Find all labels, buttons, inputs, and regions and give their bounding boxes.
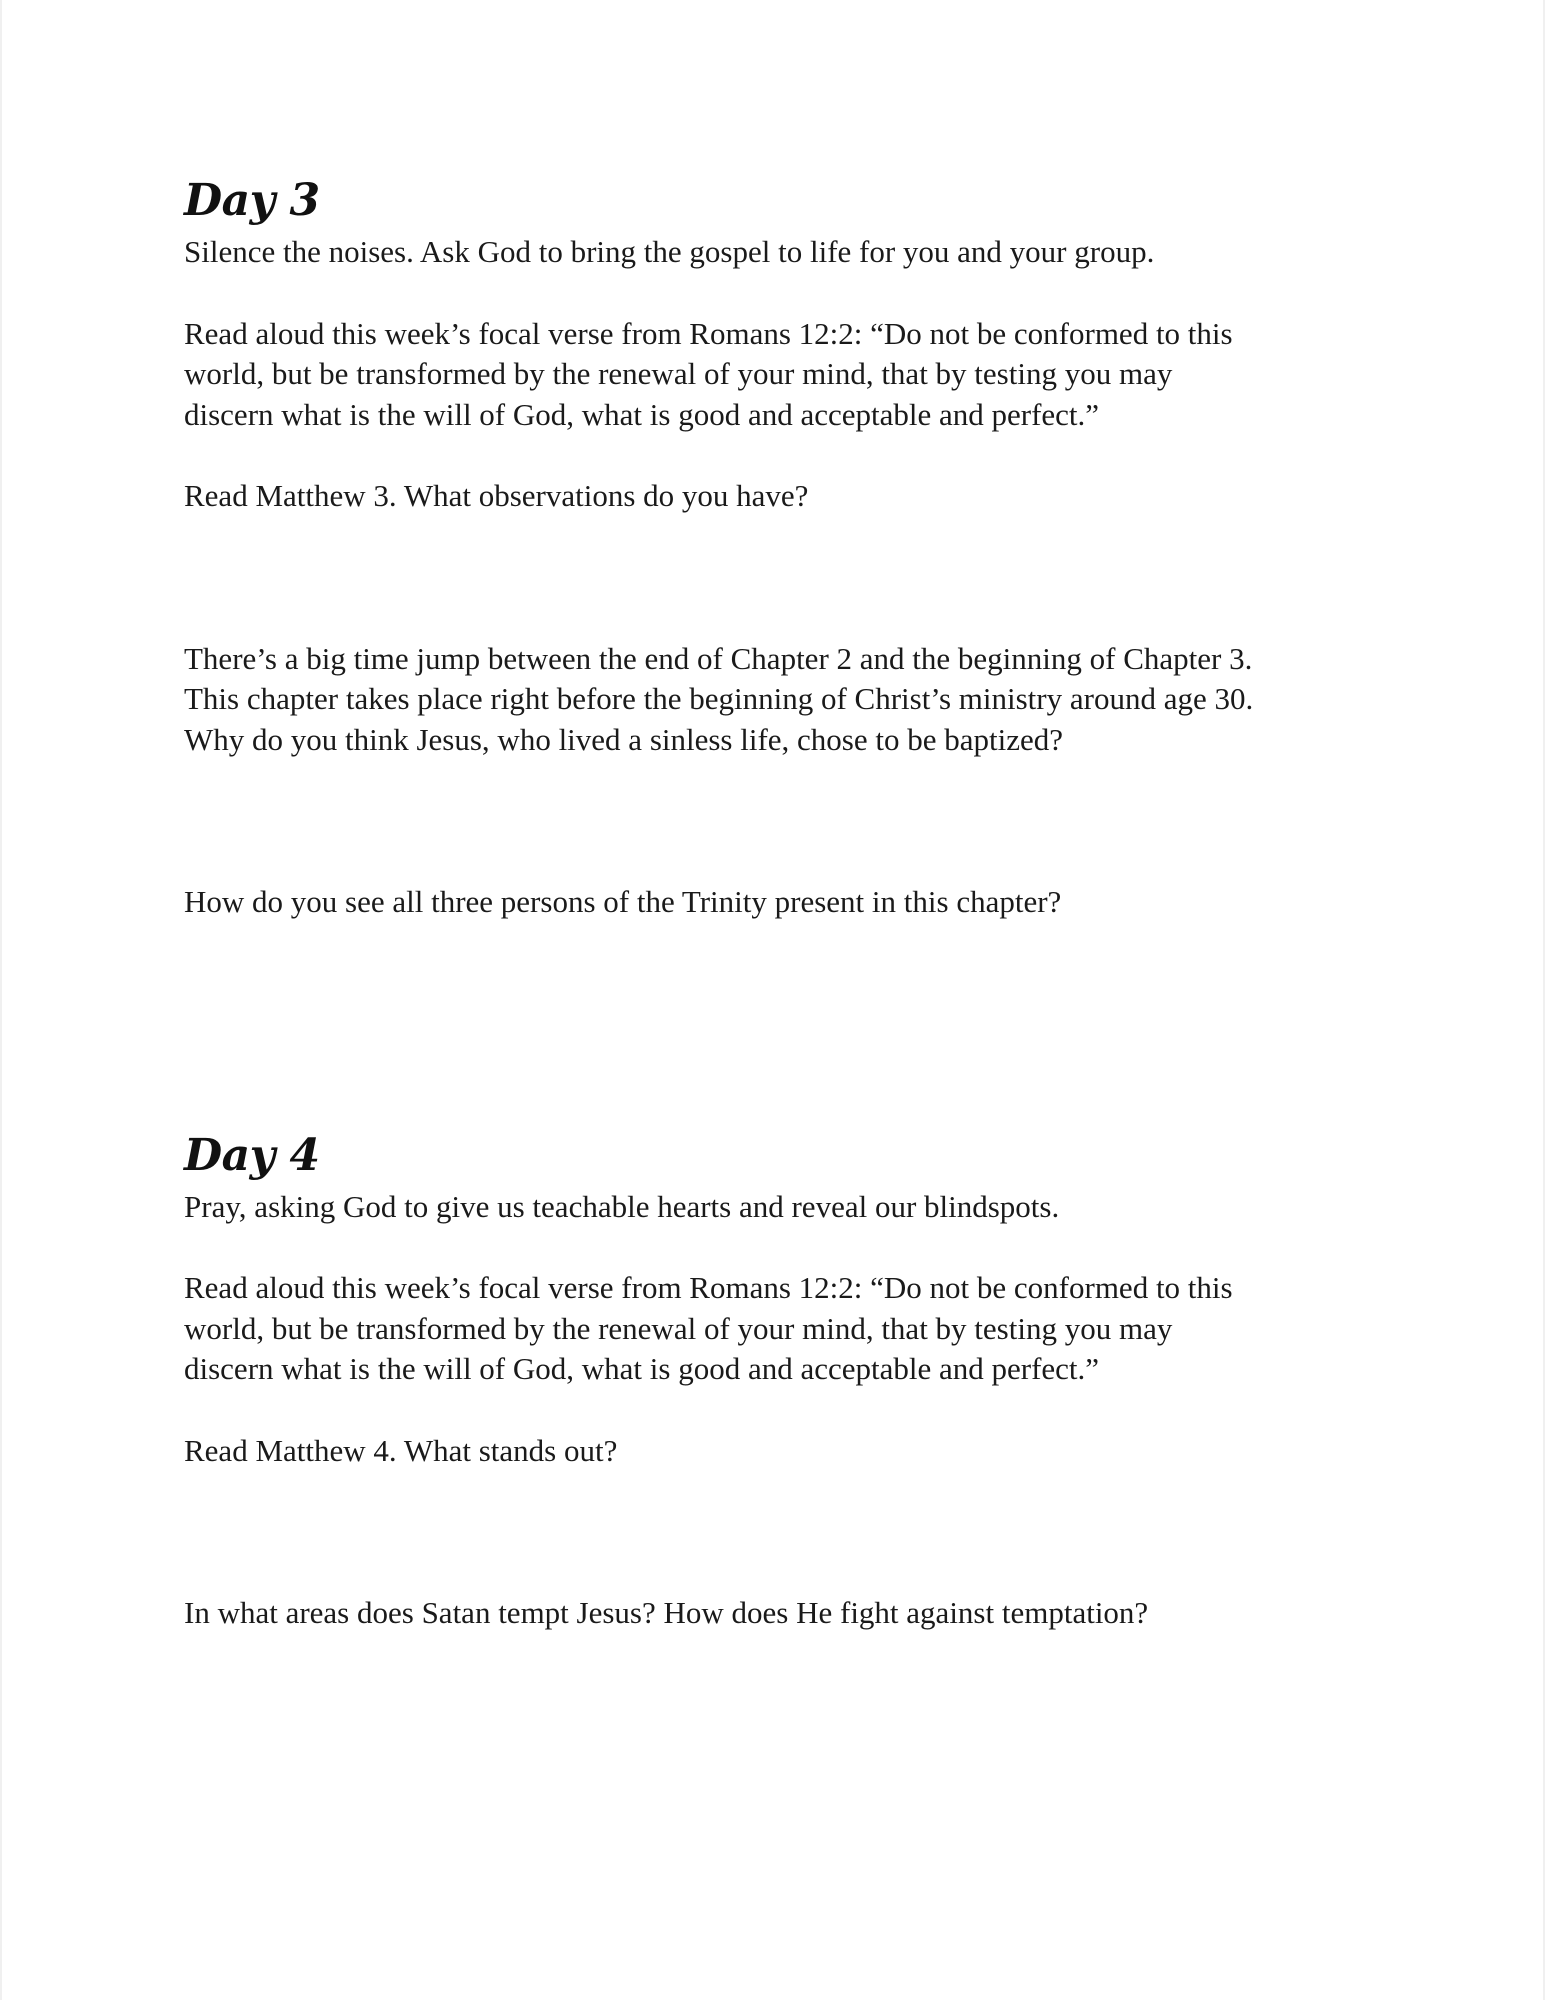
day-3-focal-line-3: discern what is the will of God, what is good and acceptable and perfect.” (184, 396, 1100, 432)
day-3-section (184, 170, 1384, 923)
day-4-focal-line-3: discern what is the will of God, what is good and acceptable and perfect.” (184, 1351, 1100, 1386)
day-4-section (184, 1125, 1384, 1634)
day-4-heading: Day 4 (184, 1129, 320, 1181)
day-3-question-1-line-2: This chapter takes place right before the beginning of Christ’s ministry around age 30. (184, 681, 1254, 716)
day-3-question-1 (184, 639, 1384, 761)
day-4-read-prompt: Read Matthew 4. What stands out? (184, 1432, 618, 1468)
day-3-question-1-line-3: Why do you think Jesus, who lived a sinless life, chose to be baptized? (184, 721, 1064, 757)
day-4-focal-verse (184, 1268, 1384, 1390)
answer-space (184, 760, 1384, 882)
day-3-opening: Silence the noises. Ask God to bring the gospel to life for you and your group. (184, 234, 1155, 269)
day-4-focal-line-2: world, but be transformed by the renewal of your mind, that by testing you may (184, 1310, 1173, 1346)
day-4-question-1: In what areas does Satan tempt Jesus? How does He fight against temptation? (184, 1595, 1149, 1630)
day-4-focal-line-1: Read aloud this week’s focal verse from Romans 12:2: “Do not be conformed to this (184, 1270, 1233, 1305)
spacer (184, 273, 1384, 314)
document-content (184, 170, 1384, 1634)
answer-space (184, 517, 1384, 639)
day-3-focal-line-1: Read aloud this week’s focal verse from Romans 12:2: “Do not be conformed to this (184, 315, 1233, 351)
day-3-question-1-line-1: There’s a big time jump between the end of Chapter 2 and the beginning of Chapter 3. (184, 640, 1253, 676)
answer-space (184, 1471, 1384, 1593)
day-4-opening: Pray, asking God to give us teachable hearts and reveal our blindspots. (184, 1188, 1060, 1224)
spacer (184, 435, 1384, 476)
day-3-read-prompt: Read Matthew 3. What observations do you have? (184, 478, 809, 513)
day-3-question-2: How do you see all three persons of the Trinity present in this chapter? (184, 884, 1062, 919)
day-3-focal-line-2: world, but be transformed by the renewal of your mind, that by testing you may (184, 356, 1173, 391)
day-3-focal-verse (184, 314, 1384, 436)
section-spacer (184, 923, 1384, 1125)
spacer (184, 1390, 1384, 1431)
spacer (184, 1227, 1384, 1268)
day-3-heading: Day 3 (184, 175, 320, 226)
